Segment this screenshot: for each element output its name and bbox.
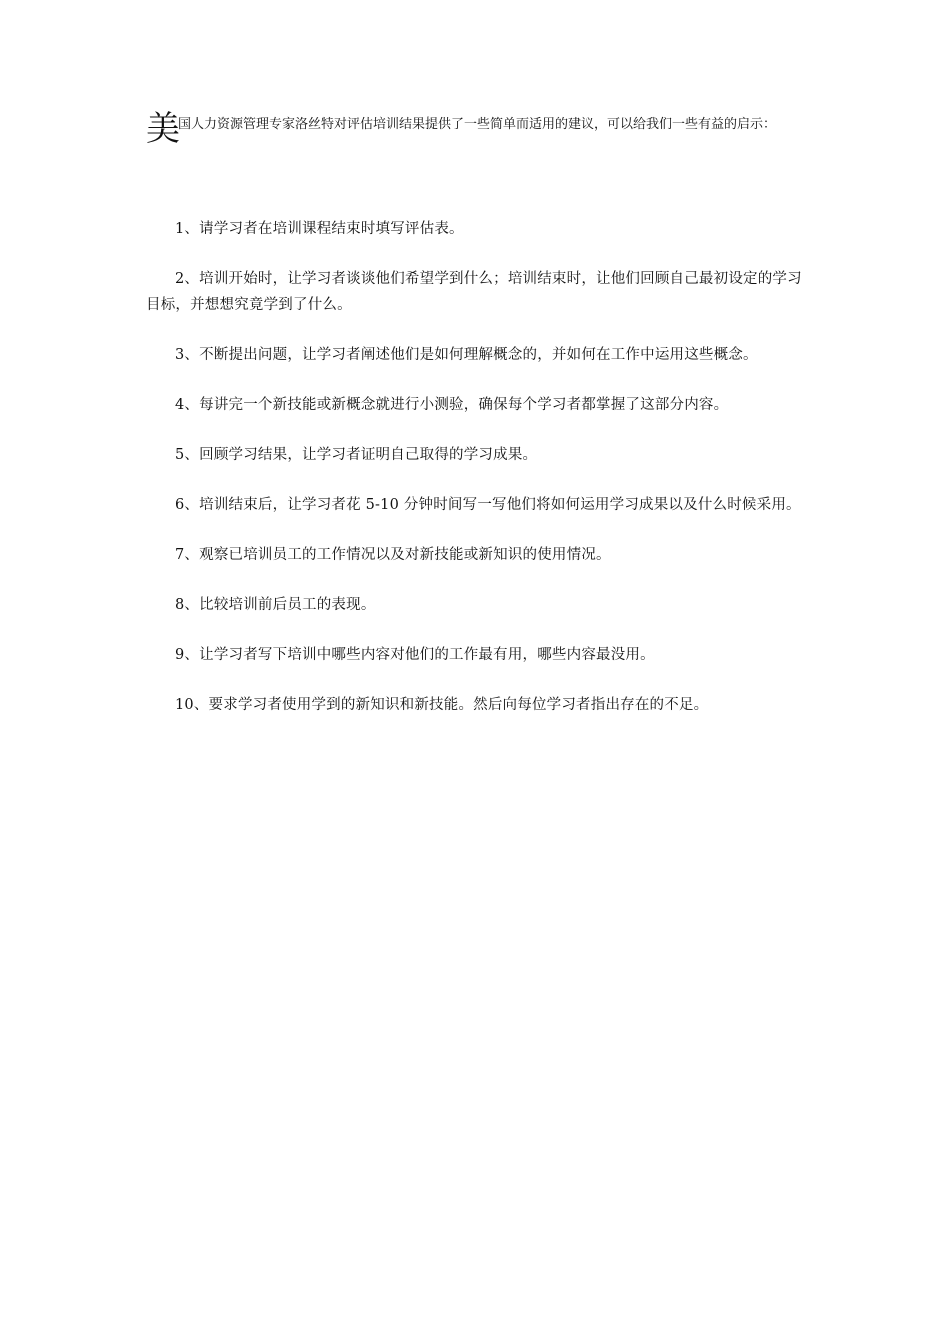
suggestion-item-3: 3、不断提出问题，让学习者阐述他们是如何理解概念的，并如何在工作中运用这些概念。: [175, 347, 758, 363]
suggestion-list: [146, 216, 810, 742]
suggestion-item-1: 1、请学习者在培训课程结束时填写评估表。: [175, 221, 464, 237]
suggestion-item-2: 2、培训开始时，让学习者谈谈他们希望学到什么；培训结束时，让他们回顾自己最初设定的学习目标，并想想究竟学到了什么。: [146, 271, 802, 313]
suggestion-item-9: 9、让学习者写下培训中哪些内容对他们的工作最有用，哪些内容最没用。: [175, 647, 655, 663]
suggestion-item-7: 7、观察已培训员工的工作情况以及对新技能或新知识的使用情况。: [175, 547, 611, 563]
suggestion-item-8: 8、比较培训前后员工的表现。: [175, 597, 376, 613]
suggestion-item-6: 6、培训结束后，让学习者花 5-10 分钟时间写一写他们将如何运用学习成果以及什么时候采用。: [175, 497, 801, 513]
suggestion-item-5: 5、回顾学习结果，让学习者证明自己取得的学习成果。: [175, 447, 538, 463]
intro-text: 国人力资源管理专家洛丝特对评估培训结果提供了一些简单而适用的建议，可以给我们一些有益的启示：: [178, 117, 777, 132]
intro-paragraph: [146, 106, 810, 149]
dropcap-character: 美: [146, 109, 180, 149]
suggestion-item-4: 4、每讲完一个新技能或新概念就进行小测验，确保每个学习者都掌握了这部分内容。: [175, 397, 729, 413]
suggestion-item-10: 10、要求学习者使用学到的新知识和新技能。然后向每位学习者指出存在的不足。: [175, 697, 709, 713]
